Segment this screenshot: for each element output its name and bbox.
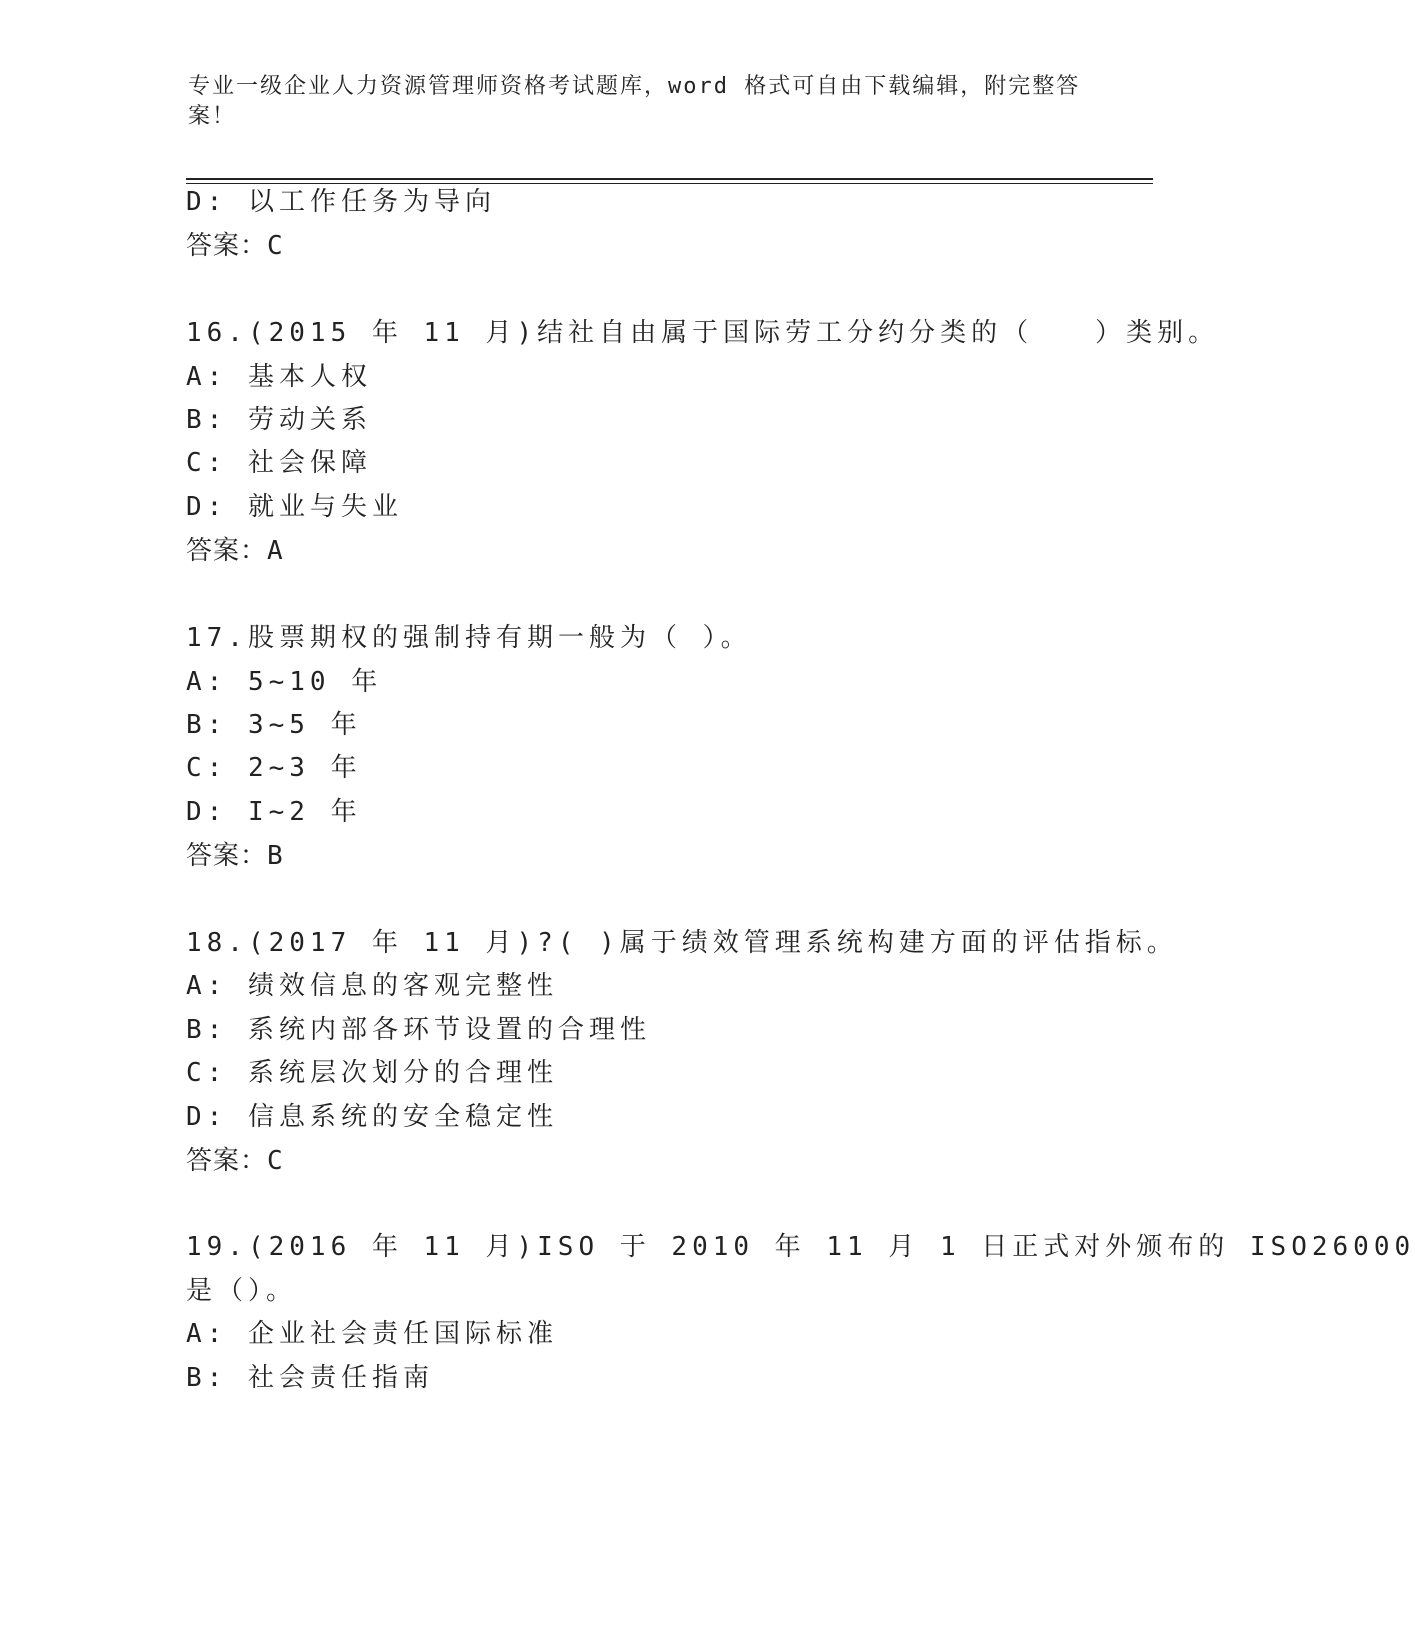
header-divider-thick: [186, 178, 1153, 180]
answer-label: 答案：: [186, 841, 268, 871]
option-a: A: 绩效信息的客观完整性: [186, 971, 558, 1001]
answer: [186, 1145, 284, 1177]
prev-option-d: D: 以工作任务为导向: [186, 187, 496, 217]
option-a: A: 基本人权: [186, 362, 372, 392]
option-c: C: 2~3 年: [186, 753, 362, 783]
answer-value: B: [267, 841, 284, 871]
answer-label: 答案：: [186, 536, 268, 566]
header-divider-thin: [186, 183, 1153, 184]
answer-value: C: [267, 1146, 284, 1176]
option-b: B: 劳动关系: [186, 405, 372, 435]
option-d: D: I~2 年: [186, 797, 362, 827]
document-header: 专业一级企业人力资源管理师资格考试题库，word 格式可自由下载编辑，附完整答案！: [188, 74, 1081, 129]
option-d: D: 就业与失业: [186, 492, 403, 522]
question-stem-line2: 是（）。: [186, 1276, 298, 1306]
answer-label: 答案：: [186, 1146, 268, 1176]
option-a: A: 企业社会责任国际标准: [186, 1319, 558, 1349]
answer: [186, 535, 284, 567]
answer-value: A: [267, 536, 284, 566]
question-stem-line1: 19.(2016 年 11 月)ISO 于 2010 年 11 月 1 日正式对外颁布的 ISO26000: [186, 1232, 1415, 1262]
option-a: A: 5~10 年: [186, 667, 383, 697]
answer-value: C: [267, 231, 284, 261]
question-stem: 18.(2017 年 11 月)?( )属于绩效管理系统构建方面的评估指标。: [186, 928, 1178, 958]
option-c: C: 系统层次划分的合理性: [186, 1058, 558, 1088]
option-d: D: 信息系统的安全稳定性: [186, 1102, 558, 1132]
option-b: B: 系统内部各环节设置的合理性: [186, 1015, 651, 1045]
answer-label: 答案：: [186, 231, 268, 261]
option-b: B: 社会责任指南: [186, 1363, 434, 1393]
prev-answer: [186, 230, 284, 262]
question-stem: 17.股票期权的强制持有期一般为（ ）。: [186, 623, 752, 653]
option-b: B: 3~5 年: [186, 710, 362, 740]
question-stem: 16.(2015 年 11 月)结社自由属于国际劳工分约分类的（ ）类别。: [186, 318, 1220, 348]
option-c: C: 社会保障: [186, 448, 372, 478]
answer: [186, 840, 284, 872]
